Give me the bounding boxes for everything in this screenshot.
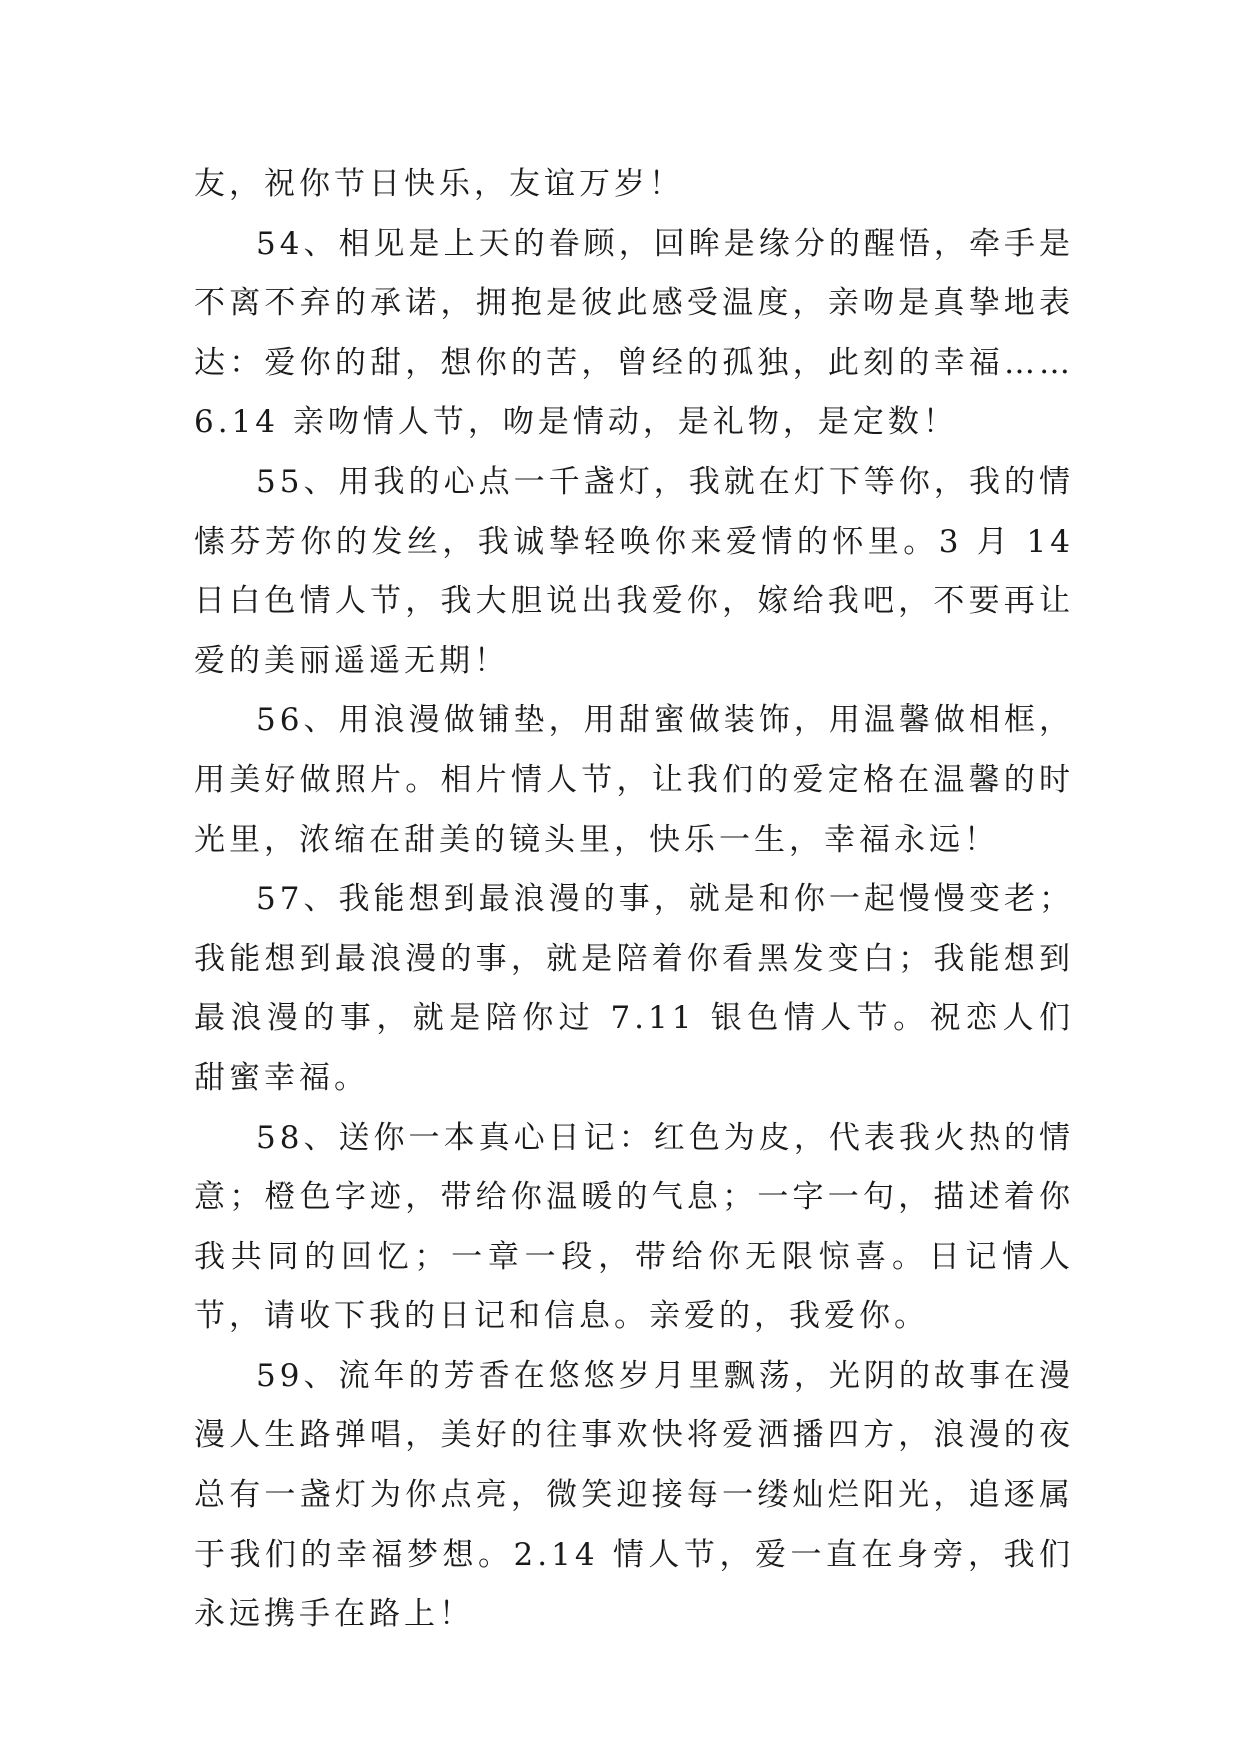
paragraph-58: 58、送你一本真心日记：红色为皮，代表我火热的情意；橙色字迹，带给你温暖的气息；一字一句，描述着你我共同的回忆；一章一段，带给你无限惊喜。日记情人节，请收下我的日记和信息。亲爱的，我爱你。 (194, 1119, 1074, 1335)
paragraph-54: 54、相见是上天的眷顾，回眸是缘分的醒悟，牵手是不离不弃的承诺，拥抱是彼此感受温度，亲吻是真挚地表达：爱你的甜，想你的苦，曾经的孤独，此刻的幸福……6.14 亲吻情人节，吻是情动，是礼物，是定数！ (194, 225, 1074, 441)
paragraph-56: 56、用浪漫做铺垫，用甜蜜做装饰，用温馨做相框，用美好做照片。相片情人节，让我们的爱定格在温馨的时光里，浓缩在甜美的镜头里，快乐一生，幸福永远！ (194, 702, 1074, 858)
paragraph-continued: 友，祝你节日快乐，友谊万岁！ (194, 166, 684, 202)
document-body (194, 155, 1074, 1645)
paragraph-57: 57、我能想到最浪漫的事，就是和你一起慢慢变老；我能想到最浪漫的事，就是陪着你看黑发变白；我能想到最浪漫的事，就是陪你过 7.11 银色情人节。祝恋人们甜蜜幸福。 (194, 881, 1074, 1096)
paragraph-59: 59、流年的芳香在悠悠岁月里飘荡，光阴的故事在漫漫人生路弹唱，美好的往事欢快将爱洒播四方，浪漫的夜总有一盏灯为你点亮，微笑迎接每一缕灿烂阳光，追逐属于我们的幸福梦想。2.14 情人节，爱一直在身旁，我们永远携手在路上！ (194, 1357, 1074, 1633)
paragraph-55: 55、用我的心点一千盏灯，我就在灯下等你，我的情愫芬芳你的发丝，我诚挚轻唤你来爱情的怀里。3 月 14 日白色情人节，我大胆说出我爱你，嫁给我吧，不要再让爱的美丽遥遥无期！ (194, 463, 1074, 679)
